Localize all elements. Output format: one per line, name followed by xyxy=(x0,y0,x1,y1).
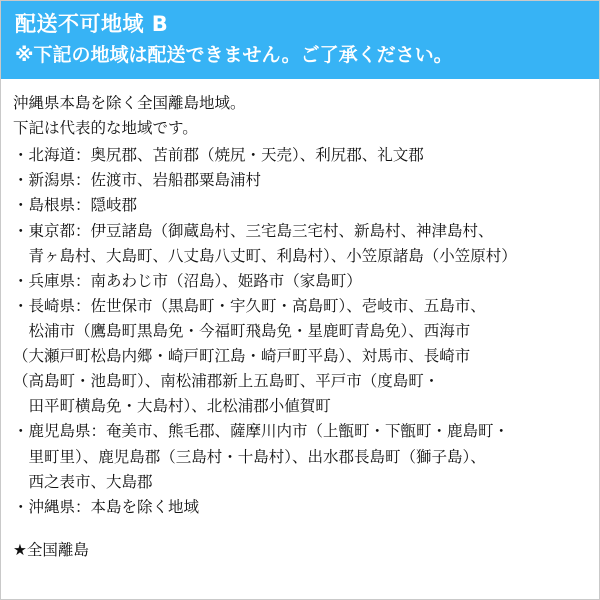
region-line: 松浦市（鷹島町黒島免・今福町飛島免・星鹿町青島免）、西海市 xyxy=(13,321,471,340)
list-item xyxy=(13,419,587,494)
list-item xyxy=(13,269,587,294)
list-item xyxy=(13,219,587,269)
footer-note: ★全国離島 xyxy=(13,540,89,559)
notice-body xyxy=(1,79,599,563)
list-item xyxy=(13,294,587,420)
region-line: ・東京都：伊豆諸島（御蔵島村、三宅島三宅村、新島村、神津島村、 xyxy=(13,221,494,240)
notice-header xyxy=(1,1,599,79)
region-line: ・島根県：隠岐郡 xyxy=(13,196,138,215)
region-line: ・鹿児島県：奄美市、熊毛郡、薩摩川内市（上甑町・下甑町・鹿島町・ xyxy=(13,422,510,441)
region-line: ・長崎県：佐世保市（黒島町・宇久町・高島町）、壱岐市、五島市、 xyxy=(13,296,486,315)
region-line: 青ヶ島村、大島町、八丈島八丈町、利島村）、小笠原諸島（小笠原村） xyxy=(13,246,517,265)
region-line: 西之表市、大島郡 xyxy=(13,472,153,491)
page-subtitle: ※下記の地域は配送できません。ご了承ください。 xyxy=(15,43,453,66)
region-line: ・新潟県：佐渡市、岩船郡粟島浦村 xyxy=(13,171,262,190)
region-line: （高島町・池島町）、南松浦郡新上五島町、平戸市（度島町・ xyxy=(13,372,440,391)
intro-line: 下記は代表的な地域です。 xyxy=(13,119,198,138)
region-list xyxy=(13,143,587,520)
intro-block xyxy=(13,91,587,141)
region-line: ・沖縄県：本島を除く地域 xyxy=(13,497,200,516)
region-line: （大瀬戸町松島内郷・崎戸町江島・崎戸町平島）、対馬市、長崎市 xyxy=(13,347,471,366)
region-line: 里町里）、鹿児島郡（三島村・十島村）、出水郡長島町（獅子島）、 xyxy=(13,447,486,466)
list-item xyxy=(13,193,587,218)
region-line: ・北海道：奥尻郡、苫前郡（焼尻・天売）、利尻郡、礼文郡 xyxy=(13,146,424,165)
intro-line: 沖縄県本島を除く全国離島地域。 xyxy=(13,94,246,112)
region-line: ・兵庫県：南あわじ市（沼島）、姫路市（家島町） xyxy=(13,271,362,290)
list-item xyxy=(13,143,587,168)
list-item xyxy=(13,168,587,193)
list-item xyxy=(13,495,587,520)
region-line: 田平町横島免・大島村）、北松浦郡小値賀町 xyxy=(13,397,331,416)
page-title: 配送不可地域 B xyxy=(15,12,169,36)
